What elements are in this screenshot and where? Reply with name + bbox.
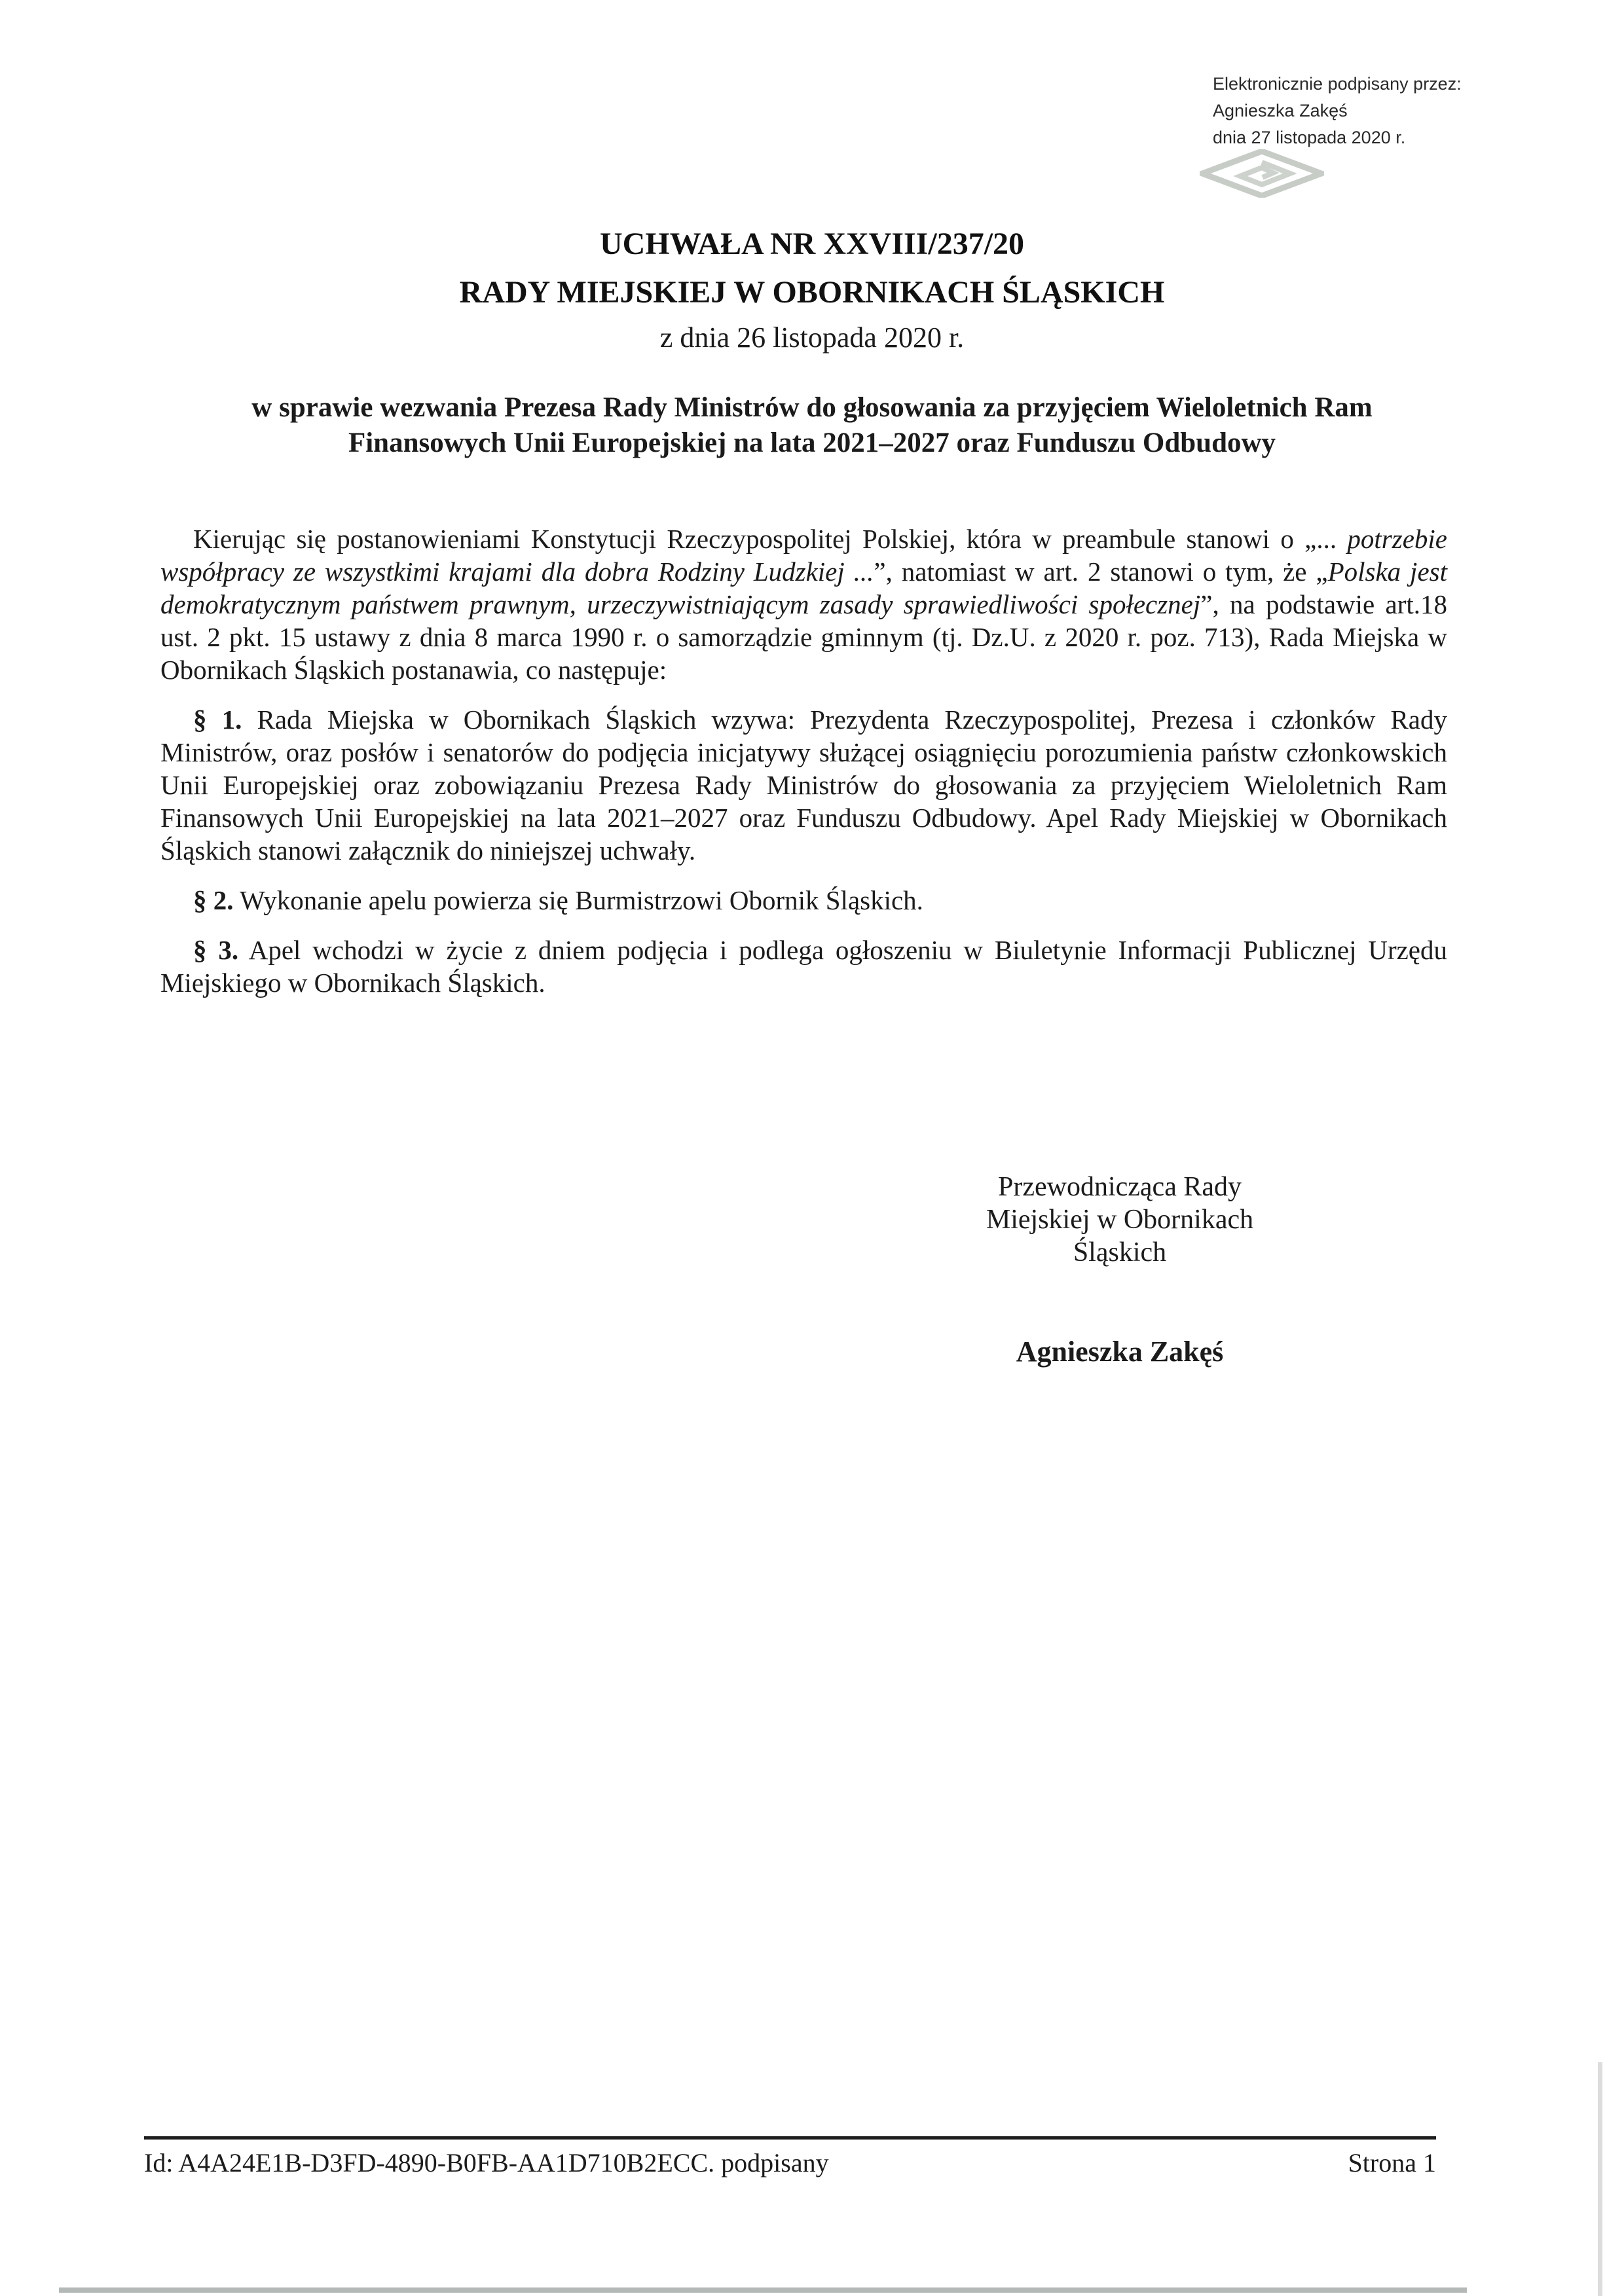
title-number: UCHWAŁA NR XXVIII/237/20 [599, 227, 1025, 261]
title-authority: RADY MIEJSKIEJ W OBORNIKACH ŚLĄSKICH [459, 275, 1165, 310]
intro-seg-3: ”, natomiast w art. 2 stanowi o tym, że „ [874, 556, 1328, 587]
section-2-text: Wykonanie apelu powierza się Burmistrzowi Obornik Śląskich. [240, 885, 923, 915]
document-subject: w sprawie wezwania Prezesa Rady Ministrów do głosowania za przyjęciem Wieloletnich Ram Finansowych Unii Europejskiej na lata 2021–2027 oraz Funduszu Odbudowy [251, 392, 1373, 458]
esignature-date: dnia 27 listopada 2020 r. [1213, 128, 1406, 147]
signer-role-line2: Miejskiej w Obornikach [986, 1205, 1254, 1235]
section-1-paragraph [160, 703, 1447, 867]
esignature-stamp-icon [1200, 149, 1324, 198]
footer-divider [144, 2136, 1436, 2140]
footer-page-number: Strona 1 [1348, 2148, 1436, 2178]
signature-block [897, 1171, 1342, 1370]
esignature-line1: Elektronicznie podpisany przez: [1213, 74, 1462, 94]
intro-seg-2-italic: potrzebie współpracy ze wszystkimi krajami dla dobra Rodziny Ludzkiej ... [160, 524, 1447, 587]
esignature-signer: Agnieszka Zakęś [1213, 101, 1348, 120]
section-3-text: Apel wchodzi w życie z dniem podjęcia i podlega ogłoszeniu w Biuletynie Informacji Publicznej Urzędu Miejskiego w Obornikach Śląskich. [160, 935, 1448, 998]
section-1-marker: § 1. [193, 704, 242, 735]
esignature-block [1213, 71, 1488, 151]
document-title [0, 220, 1624, 317]
intro-seg-5: ”, na podstawie art.18 ust. 2 pkt. 15 ustawy z dnia 8 marca 1990 r. o samorządzie gminnym (tj. Dz.U. z 2020 r. poz. 713), Rada Miejska w Obornikach Śląskich postanawia, co następuje: [160, 589, 1447, 685]
section-3-marker: § 3. [193, 935, 239, 965]
section-2-marker: § 2. [193, 885, 234, 915]
footer-document-id: Id: A4A24E1B-D3FD-4890-B0FB-AA1D710B2ECC. podpisany [144, 2148, 829, 2178]
intro-seg-4-italic: Polska jest demokratycznym państwem prawnym, urzeczywistniającym zasady sprawiedliwości społecznej [160, 556, 1447, 619]
section-2-paragraph [160, 884, 1447, 917]
intro-paragraph [160, 522, 1447, 686]
document-body [160, 522, 1447, 1016]
document-date: z dnia 26 listopada 2020 r. [659, 321, 965, 354]
footer [144, 2146, 1436, 2180]
section-1-text: Rada Miejska w Obornikach Śląskich wzywa: Prezydenta Rzeczypospolitej, Prezesa i członków Rady Ministrów, oraz posłów i senatorów do podjęcia inicjatywy służącej osiągnięciu porozumienia państw członkowskich Unii Europejskiej oraz zobowiązaniu Prezesa Rady Ministrów do głosowania za przyjęciem Wieloletnich Ram Finansowych Unii Europejskiej na lata 2021–2027 oraz Funduszu Odbudowy. Apel Rady Miejskiej w Obornikach Śląskich stanowi załącznik do niniejszej uchwały. [160, 704, 1448, 866]
scan-artifact-bottom-edge [59, 2287, 1467, 2293]
section-3-paragraph [160, 934, 1447, 999]
signer-role-line1: Przewodnicząca Rady [998, 1172, 1242, 1202]
signer-role-line3: Śląskich [1073, 1237, 1167, 1267]
scan-artifact-right-edge [1598, 2062, 1602, 2296]
signer-name: Agnieszka Zakęś [1016, 1336, 1224, 1368]
intro-seg-1: Kierując się postanowieniami Konstytucji Rzeczypospolitej Polskiej, która w preambule stanowi o „... [193, 524, 1348, 554]
